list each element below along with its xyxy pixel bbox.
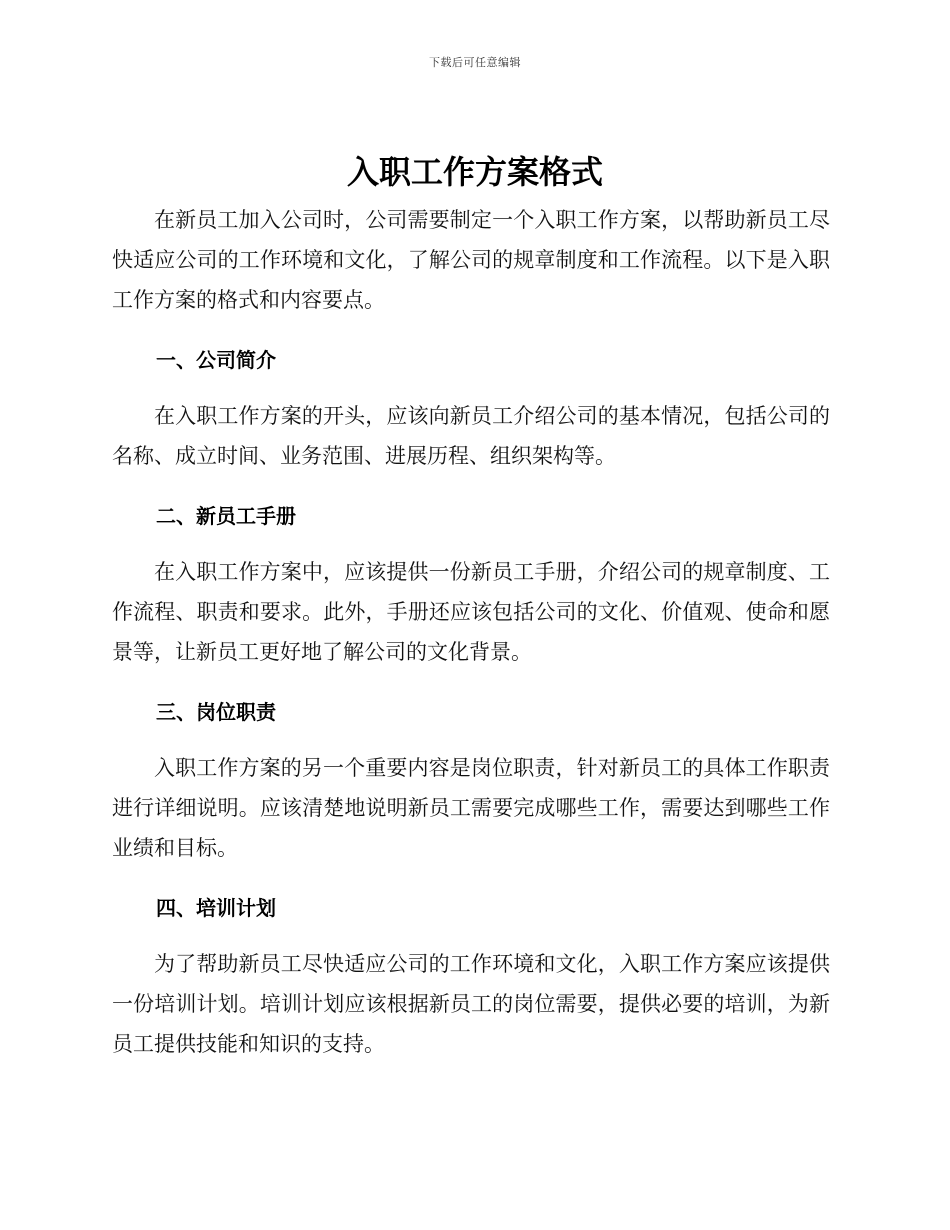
section-body-employee-handbook: 在入职工作方案中，应该提供一份新员工手册，介绍公司的规章制度、工作流程、职责和要求。此外，手册还应该包括公司的文化、价值观、使命和愿景等，让新员工更好地了解公司的文化背景。 bbox=[112, 560, 830, 664]
header-note: 下载后可任意编辑 bbox=[429, 56, 521, 69]
document-title: 入职工作方案格式 bbox=[346, 153, 603, 191]
section-heading-job-duties: 三、岗位职责 bbox=[156, 700, 276, 724]
intro-paragraph: 在新员工加入公司时，公司需要制定一个入职工作方案，以帮助新员工尽快适应公司的工作环境和文化，了解公司的规章制度和工作流程。以下是入职工作方案的格式和内容要点。 bbox=[112, 208, 830, 312]
document-body bbox=[112, 200, 830, 1064]
section-heading-training-plan: 四、培训计划 bbox=[156, 896, 276, 920]
section-body-company-intro: 在入职工作方案的开头，应该向新员工介绍公司的基本情况，包括公司的名称、成立时间、业务范围、进展历程、组织架构等。 bbox=[112, 404, 830, 468]
section-heading-employee-handbook: 二、新员工手册 bbox=[156, 504, 296, 528]
section-body-job-duties: 入职工作方案的另一个重要内容是岗位职责，针对新员工的具体工作职责进行详细说明。应该清楚地说明新员工需要完成哪些工作，需要达到哪些工作业绩和目标。 bbox=[112, 756, 830, 860]
section-heading-company-intro: 一、公司简介 bbox=[156, 348, 276, 372]
section-body-training-plan: 为了帮助新员工尽快适应公司的工作环境和文化，入职工作方案应该提供一份培训计划。培训计划应该根据新员工的岗位需要，提供必要的培训，为新员工提供技能和知识的支持。 bbox=[112, 952, 830, 1056]
